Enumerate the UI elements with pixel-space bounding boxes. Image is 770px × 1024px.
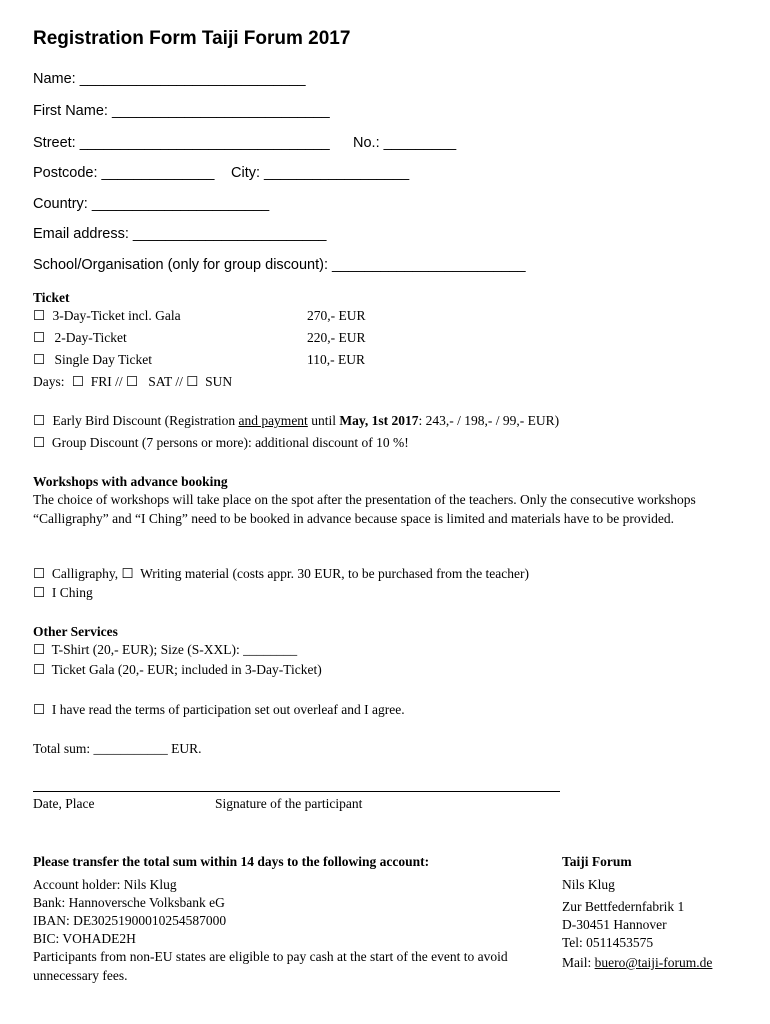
iban: IBAN: DE30251900010254587000 [33,913,227,928]
ticket-option-single-day[interactable] [33,351,152,369]
checkbox-icon[interactable]: ☐ [33,308,46,323]
postcode-field[interactable]: Postcode: ______________ [33,165,215,181]
first-name-field[interactable]: First Name: ___________________________ [33,103,330,119]
ticket-option-3-day[interactable] [33,307,181,325]
signature-label: Signature of the participant [215,796,363,811]
ticket-price: 270,- EUR [307,308,366,323]
early-bird-text: Early Bird Discount (Registration [52,413,239,428]
early-bird-discount[interactable] [33,412,559,430]
street-field[interactable]: Street: _______________________________ [33,135,330,151]
house-number-field[interactable]: No.: _________ [353,135,457,151]
checkbox-icon[interactable]: ☐ [33,413,46,428]
gala-ticket-option[interactable]: ☐ Ticket Gala (20,- EUR; included in 3-Day-Ticket) [33,662,322,677]
ticket-label: 3-Day-Ticket incl. Gala [52,308,181,323]
ticket-label: 2-Day-Ticket [54,330,127,345]
bic: BIC: VOHADE2H [33,931,136,946]
ticket-option-2-day[interactable] [33,329,127,347]
email-field[interactable]: Email address: ________________________ [33,226,327,242]
contact-org: Taiji Forum [562,854,632,869]
checkbox-icon[interactable]: ☐ [33,352,46,367]
workshop-i-ching-option[interactable]: ☐ I Ching [33,585,93,600]
page-title: Registration Form Taiji Forum 2017 [33,28,351,49]
school-organisation-field[interactable]: School/Organisation (only for group discount): ________________________ [33,257,526,273]
early-bird-underlined-text: and payment [238,413,308,428]
contact-street: Zur Bettfedernfabrik 1 [562,899,685,914]
email-link[interactable]: buero@taiji-forum.de [594,955,713,970]
contact-mail [562,954,712,972]
bank-name: Bank: Hannoversche Volksbank eG [33,895,225,910]
days-label: Days: [33,374,65,389]
workshops-heading: Workshops with advance booking [33,474,228,489]
days-checkboxes[interactable]: ☐ FRI // ☐ SAT // ☐ SUN [71,374,233,389]
workshops-description: The choice of workshops will take place on the spot after the presentation of the teachers. Only the consecutive workshops “Calligraphy” and “I Ching” need to be booked in advance because space is limited and materials have to be provided. [33,492,696,526]
group-discount[interactable]: ☐ Group Discount (7 persons or more): additional discount of 10 %! [33,435,409,450]
contact-name: Nils Klug [562,877,615,892]
total-sum-field[interactable]: Total sum: ___________ EUR. [33,741,202,756]
days-selection[interactable] [33,373,232,391]
mail-label: Mail: [562,955,595,970]
ticket-label: Single Day Ticket [54,352,152,367]
signature-line[interactable] [33,791,560,792]
name-field[interactable]: Name: ____________________________ [33,71,306,87]
early-bird-text: until [307,413,340,428]
ticket-heading: Ticket [33,290,70,305]
workshop-calligraphy-option[interactable]: ☐ Calligraphy, ☐ Writing material (costs appr. 30 EUR, to be purchased from the teacher) [33,566,530,581]
early-bird-date: May, 1st 2017 [339,413,419,428]
account-holder: Account holder: Nils Klug [33,877,177,892]
contact-city: D-30451 Hannover [562,917,667,932]
tshirt-option[interactable]: ☐ T-Shirt (20,- EUR); Size (S-XXL): ________ [33,642,298,657]
country-field[interactable]: Country: ______________________ [33,196,270,212]
ticket-price: 110,- EUR [307,352,365,367]
payment-heading: Please transfer the total sum within 14 days to the following account: [33,854,430,869]
checkbox-icon[interactable]: ☐ [33,330,46,345]
terms-agreement-checkbox[interactable]: ☐ I have read the terms of participation set out overleaf and I agree. [33,702,405,717]
date-place-label: Date, Place [33,796,95,811]
early-bird-text: : 243,- / 198,- / 99,- EUR) [418,413,560,428]
contact-phone: Tel: 0511453575 [562,935,654,950]
payment-note: Participants from non-EU states are eligible to pay cash at the start of the event to avoid unnecessary fees. [33,949,508,983]
city-field[interactable]: City: __________________ [231,165,410,181]
other-services-heading: Other Services [33,624,118,639]
ticket-price: 220,- EUR [307,330,366,345]
